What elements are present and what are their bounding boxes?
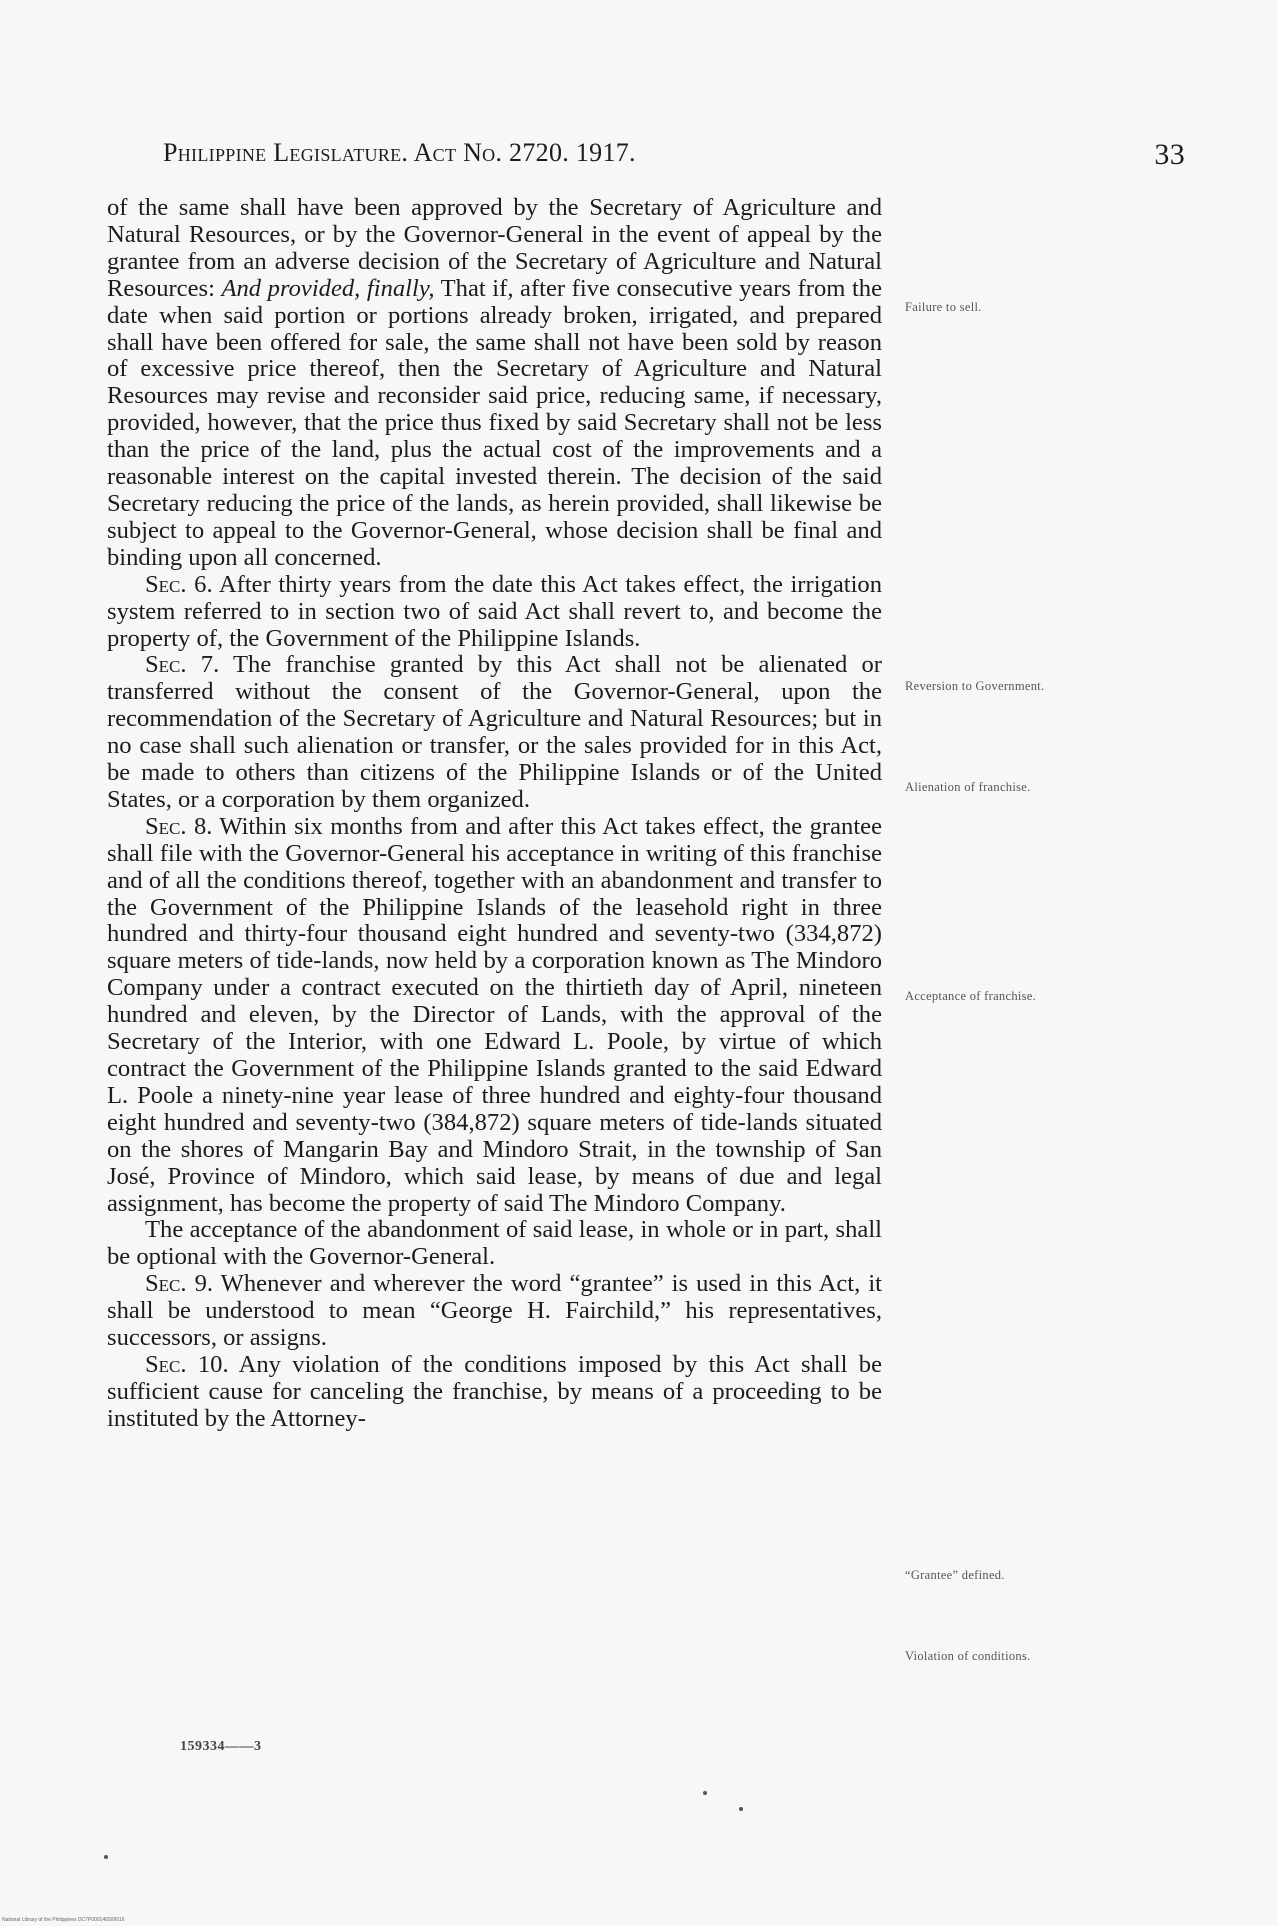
marginal-note-violation: Violation of conditions. [905,1649,1031,1663]
section-8 [107,814,882,1218]
proviso-italic: And provided, finally, [221,274,435,302]
paragraph-text: That if, after five consecutive years from the date when said portion or portions already broken, irrigated, and prepared shall have been offered for sale, the same shall not have been sold by reason of excessive price thereof, then the Secretary of Agriculture and Natural Resources may revise and reconsider said price, reducing same, if necessary, provided, however, that the price thus fixed by said Secretary shall not be less than the price of the land, plus the actual cost of the improvements and a reasonable interest on the capital invested therein. The decision of the said Secretary reducing the price of the lands, as herein provided, shall likewise be subject to appeal to the Governor-General, whose decision shall be final and binding upon all concerned. [107,274,882,571]
marginal-note-failure-to-sell: Failure to sell. [905,300,982,314]
section-text: After thirty years from the date this Act takes effect, the irrigation system referred to in section two of said Act shall revert to, and become the property of, the Government of the Philippine Islands. [107,570,882,652]
section-label: Sec. 7. [145,651,220,679]
section-label: Sec. 8. [145,812,213,840]
section-text: Any violation of the conditions imposed by this Act shall be sufficient cause for canceling the franchise, by means of a proceeding to be instituted by the Attorney- [107,1350,882,1432]
section-9 [107,1271,882,1352]
section-text: Whenever and wherever the word “grantee” is used in this Act, it shall be understood to mean “George H. Fairchild,” his representatives, successors, or assigns. [107,1270,882,1352]
body-text [107,195,882,1433]
paragraph-continuation [107,195,882,572]
section-7 [107,652,882,813]
footer-credit: National Library of the Philippines DC7P000146509016 [2,1917,125,1923]
section-text: Within six months from and after this Act takes effect, the grantee shall file with the Governor-General his acceptance in writing of this franchise and of all the conditions thereof, together with an abandonment and transfer to the Government of the Philippine Islands of the leasehold right in three hundred and thirty-four thousand eight hundred and seventy-two (334,872) square meters of tide-lands, now held by a corporation known as The Mindoro Company under a contract executed on the thirtieth day of April, nineteen hundred and eleven, by the Director of Lands, with the approval of the Secretary of the Interior, with one Edward L. Poole, by virtue of which contract the Government of the Philippine Islands granted to the said Edward L. Poole a ninety-nine year lease of three hundred and eighty-four thousand eight hundred and seventy-two (384,872) square meters of tide-lands situated on the shores of Mangarin Bay and Mindoro Strait, in the township of San José, Province of Mindoro, which said lease, by means of due and legal assignment, has become the property of said The Mindoro Company. [107,812,882,1217]
section-8-paragraph-2: The acceptance of the abandonment of said lease, in whole or in part, shall be optional with the Governor-General. [107,1216,882,1271]
scan-speck [703,1791,707,1795]
section-label: Sec. 9. [145,1270,214,1298]
page-number: 33 [1154,138,1185,171]
scan-speck [104,1855,108,1859]
page-header [163,138,1185,178]
marginal-note-reversion: Reversion to Government. [905,679,1045,693]
scan-speck [739,1807,743,1811]
running-title: Philippine Legislature. Act No. 2720. 1917. [163,138,636,167]
section-label: Sec. 6. [145,570,213,598]
marginal-note-acceptance: Acceptance of franchise. [905,989,1037,1003]
section-label: Sec. 10. [145,1350,229,1378]
marginal-note-grantee-defined: “Grantee” defined. [905,1568,1005,1582]
marginal-note-alienation: Alienation of franchise. [905,780,1031,794]
signature-mark: 159334——3 [180,1739,262,1754]
paragraph-text: of the same shall have been approved by the Secretary of Agriculture and Natural Resources, or by the Governor-General in the event of appeal by the grantee from an adverse decision of the Secretary of Agriculture and Natural Resources: [107,194,882,302]
section-10 [107,1352,882,1433]
section-text: The franchise granted by this Act shall not be alienated or transferred without the consent of the Governor-General, upon the recommendation of the Secretary of Agriculture and Natural Resources; but in no case shall such alienation or transfer, or the sales provided for in this Act, be made to others than citizens of the Philippine Islands or of the United States, or a corporation by them organized. [107,651,882,813]
section-6 [107,572,882,653]
